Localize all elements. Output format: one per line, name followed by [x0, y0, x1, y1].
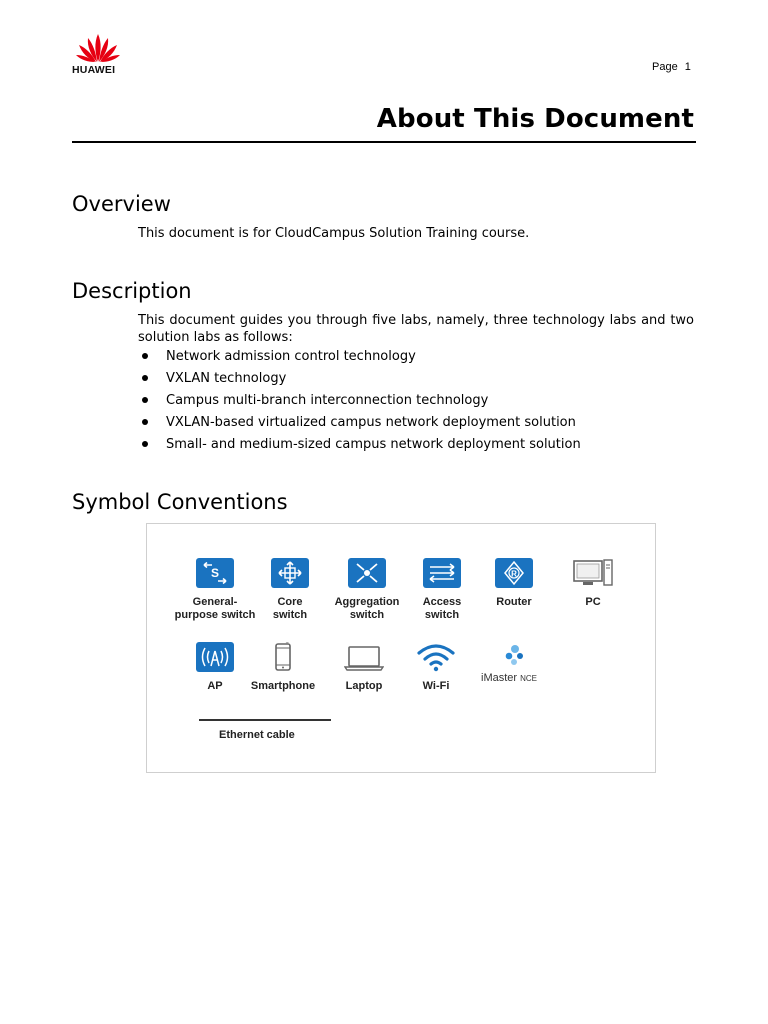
page-number [652, 61, 691, 73]
document-title: About This Document [376, 104, 694, 134]
symbol-label: Core [277, 596, 303, 608]
bullet-icon [142, 353, 148, 359]
aggregation-switch-icon [348, 558, 386, 588]
imaster-nce-icon [503, 644, 527, 666]
symbol-label: switch [424, 609, 460, 621]
laptop-icon [344, 642, 384, 672]
symbols-heading: Symbol Conventions [72, 490, 288, 514]
symbol-label: Aggregation [334, 596, 400, 608]
nce-main-text: iMaster [481, 672, 518, 684]
symbol-label: PC [585, 596, 601, 608]
symbol-label: Laptop [345, 680, 383, 692]
description-heading: Description [72, 279, 192, 303]
symbol-pc [543, 557, 643, 609]
page-label: Page [652, 61, 678, 73]
symbol-legend-figure [146, 523, 656, 773]
symbol-wifi [386, 641, 486, 693]
wifi-icon [416, 642, 456, 672]
brand-name: HUAWEI [72, 64, 116, 76]
list-item [138, 370, 581, 392]
list-item [138, 414, 581, 436]
list-item [138, 392, 581, 414]
bullet-icon [142, 419, 148, 425]
nce-sub-text: NCE [520, 674, 538, 683]
general-purpose-switch-icon [196, 558, 234, 588]
symbol-label: Smartphone [250, 680, 316, 692]
ap-icon [196, 642, 234, 672]
list-item [138, 436, 581, 458]
svg-text:R: R [511, 569, 517, 579]
ethernet-cable-line [199, 719, 331, 721]
list-item-text: Network admission control technology [166, 349, 416, 364]
description-list [138, 348, 581, 458]
router-icon [495, 558, 533, 588]
symbol-label: switch [272, 609, 308, 621]
svg-text:S: S [210, 566, 220, 580]
smartphone-icon [273, 642, 293, 672]
title-rule [72, 141, 696, 143]
list-item-text: Campus multi-branch interconnection technology [166, 393, 489, 408]
bullet-icon [142, 375, 148, 381]
symbol-label: General- [192, 596, 238, 608]
bullet-icon [142, 397, 148, 403]
symbol-label: Access [422, 596, 462, 608]
symbol-label: switch [349, 609, 385, 621]
huawei-logo [72, 33, 124, 76]
list-item-text: VXLAN-based virtualized campus network deployment solution [166, 415, 576, 430]
access-switch-icon [423, 558, 461, 588]
huawei-flower-icon [75, 33, 121, 63]
symbol-label: Wi-Fi [422, 680, 450, 692]
symbol-label: Router [496, 596, 532, 608]
symbol-label: purpose switch [174, 609, 256, 621]
bullet-icon [142, 441, 148, 447]
symbol-imaster-nce [481, 644, 551, 684]
page-value: 1 [684, 61, 691, 73]
list-item [138, 348, 581, 370]
pc-icon [573, 558, 613, 588]
overview-text: This document is for CloudCampus Solution Training course. [138, 226, 530, 241]
list-item-text: Small- and medium-sized campus network deployment solution [166, 437, 581, 452]
list-item-text: VXLAN technology [166, 371, 287, 386]
description-intro: This document guides you through five labs, namely, three technology labs and two solution labs as follows: [138, 313, 694, 345]
core-switch-icon [271, 558, 309, 588]
ethernet-cable-label: Ethernet cable [219, 729, 295, 741]
symbol-label: AP [207, 680, 223, 692]
overview-heading: Overview [72, 192, 171, 216]
